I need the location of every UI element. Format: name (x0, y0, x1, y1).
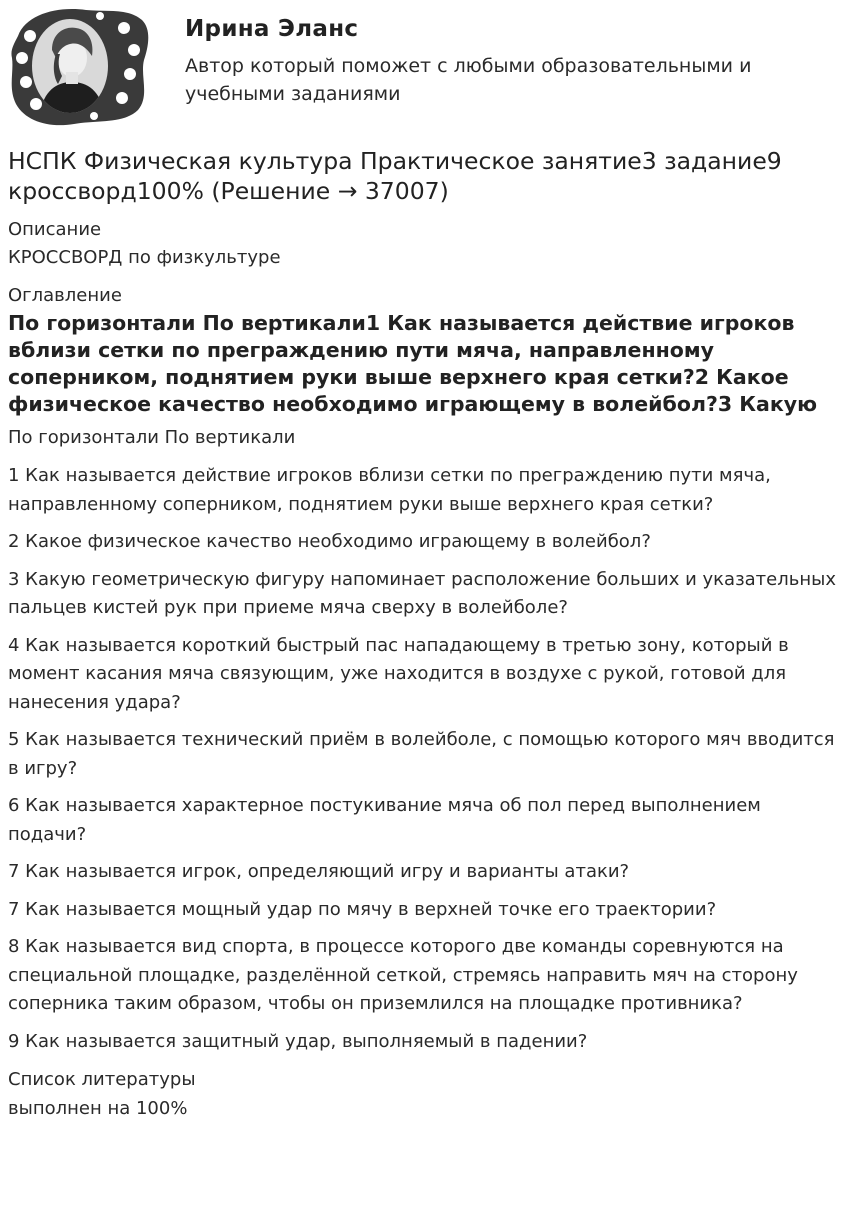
question-item: 8 Как называется вид спорта, в процессе которого две команды соревнуются на специальной площадке, разделённой сеткой, стремясь направить мяч на сторону соперника таким образом, чтобы он приземлился на площадке противника? (8, 936, 798, 1014)
author-block (8, 6, 838, 128)
question-item: 3 Какую геометрическую фигуру напоминает расположение больших и указательных пальцев кистей рук при приеме мяча сверху в волейболе? (8, 568, 836, 618)
question-item: 1 Как называется действие игроков вблизи сетки по преграждению пути мяча, направленному соперником, поднятием руки выше верхнего края сетки? (8, 465, 771, 515)
question-item: 7 Как называется игрок, определяющий игру и варианты атаки? (8, 861, 630, 882)
question-item: 4 Как называется короткий быстрый пас нападающему в третью зону, который в момент касания мяча связующим, уже находится в воздухе с рукой, готовой для нанесения удара? (8, 634, 789, 713)
document-title: НСПК Физическая культура Практическое занятие3 задание9 кроссворд100% (Решение → 37007) (8, 147, 782, 205)
literature-label: Список литературы (8, 1069, 196, 1090)
toc-label: Оглавление (8, 285, 122, 306)
document-content (8, 146, 838, 1123)
question-item: 6 Как называется характерное постукивание мяча об пол перед выполнением подачи? (8, 795, 761, 845)
toc-text: По горизонтали По вертикали1 Как называется действие игроков вблизи сетки по преграждению пути мяча, направленному соперником, поднятием руки выше верхнего края сетки?2 Какое физическое качество необходимо играющему в волейбол?3 Какую (8, 311, 818, 416)
crossword-subheading: По горизонтали По вертикали (8, 427, 296, 448)
question-item: 5 Как называется технический приём в волейболе, с помощью которого мяч вводится в игру? (8, 729, 835, 779)
author-description: Автор который поможет с любыми образовательными и учебными заданиями (185, 55, 752, 105)
author-avatar (8, 6, 150, 126)
description-label: Описание (8, 219, 102, 240)
question-item: 9 Как называется защитный удар, выполняемый в падении? (8, 1030, 588, 1052)
author-name: Ирина Эланс (185, 16, 359, 42)
question-item: 7 Как называется мощный удар по мячу в верхней точке его траектории? (8, 898, 717, 920)
question-item: 2 Какое физическое качество необходимо играющему в волейбол? (8, 531, 651, 552)
description-text: КРОССВОРД по физкультуре (8, 247, 281, 268)
completion-status: выполнен на 100% (8, 1098, 188, 1119)
